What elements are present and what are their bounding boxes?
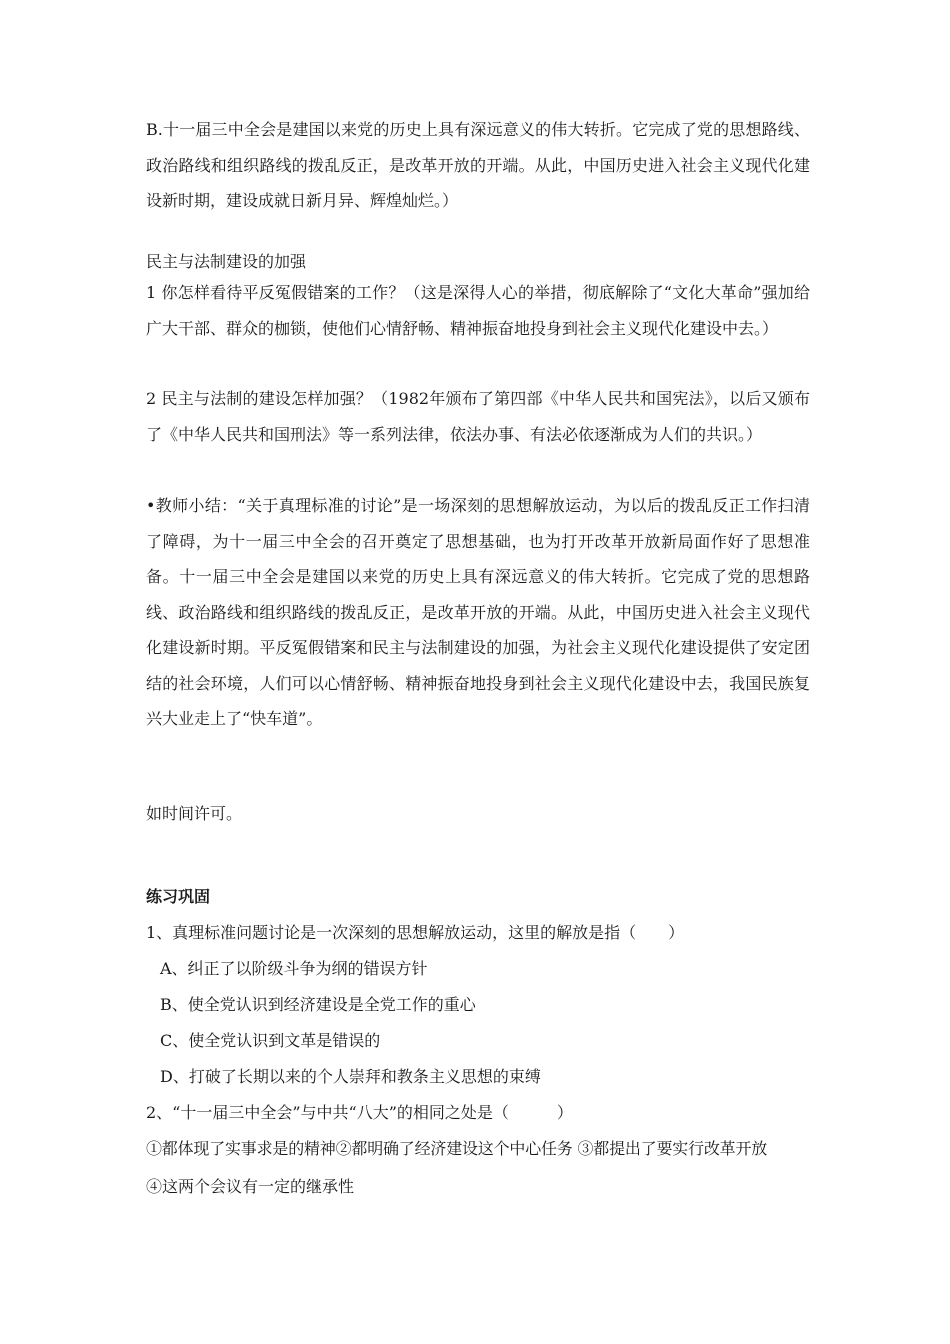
question-1-paragraph: 1 你怎样看待平反冤假错案的工作？（这是深得人心的举措，彻底解除了“文化大革命”强加给广大干部、群众的枷锁，使他们心情舒畅、精神振奋地投身到社会主义现代化建设中去。）	[146, 283, 810, 338]
exercise-2-choices-line-1: ①都体现了实事求是的精神②都明确了经济建设这个中心任务 ③都提出了要实行改革开放	[146, 1139, 768, 1158]
question-2-paragraph: 2 民主与法制的建设怎样加强？（1982年颁布了第四部《中华人民共和国宪法》，以后又颁布了《中华人民共和国刑法》等一系列法律，依法办事、有法必依逐渐成为人们的共识。）	[146, 389, 810, 444]
exercise-1-option-b: B、使全党认识到经济建设是全党工作的重心	[160, 995, 476, 1014]
exercise-1-option-a: A、纠正了以阶级斗争为纲的错误方针	[160, 959, 428, 978]
exercise-1-question: 1、真理标准问题讨论是一次深刻的思想解放运动，这里的解放是指（ ）	[146, 923, 685, 942]
exercise-heading: 练习巩固	[146, 887, 211, 906]
exercise-2-question: 2、“十一届三中全会”与中共“八大”的相同之处是（ ）	[146, 1103, 573, 1122]
paragraph-b: B.十一届三中全会是建国以来党的历史上具有深远意义的伟大转折。它完成了党的思想路线、政治路线和组织路线的拨乱反正，是改革开放的开端。从此，中国历史进入社会主义现代化建设新时期，建设成就日新月异、辉煌灿烂。）	[146, 120, 810, 210]
time-note: 如时间许可。	[146, 804, 243, 823]
exercise-1-option-c: C、使全党认识到文革是错误的	[160, 1031, 381, 1050]
teacher-summary-paragraph: •教师小结：“关于真理标准的讨论”是一场深刻的思想解放运动，为以后的拨乱反正工作扫清了障碍，为十一届三中全会的召开奠定了思想基础，也为打开改革开放新局面作好了思想准备。十一届三中全会是建国以来党的历史上具有深远意义的伟大转折。它完成了党的思想路线、政治路线和组织路线的拨乱反正，是改革开放的开端。从此，中国历史进入社会主义现代化建设新时期。平反冤假错案和民主与法制建设的加强，为社会主义现代化建设提供了安定团结的社会环境，人们可以心情舒畅、精神振奋地投身到社会主义现代化建设中去，我国民族复兴大业走上了“快车道”。	[146, 496, 810, 728]
exercise-2-choices-line-2: ④这两个会议有一定的继承性	[146, 1177, 355, 1196]
exercise-1-option-d: D、打破了长期以来的个人崇拜和教条主义思想的束缚	[160, 1067, 541, 1086]
section-heading-democracy: 民主与法制建设的加强	[146, 252, 307, 271]
